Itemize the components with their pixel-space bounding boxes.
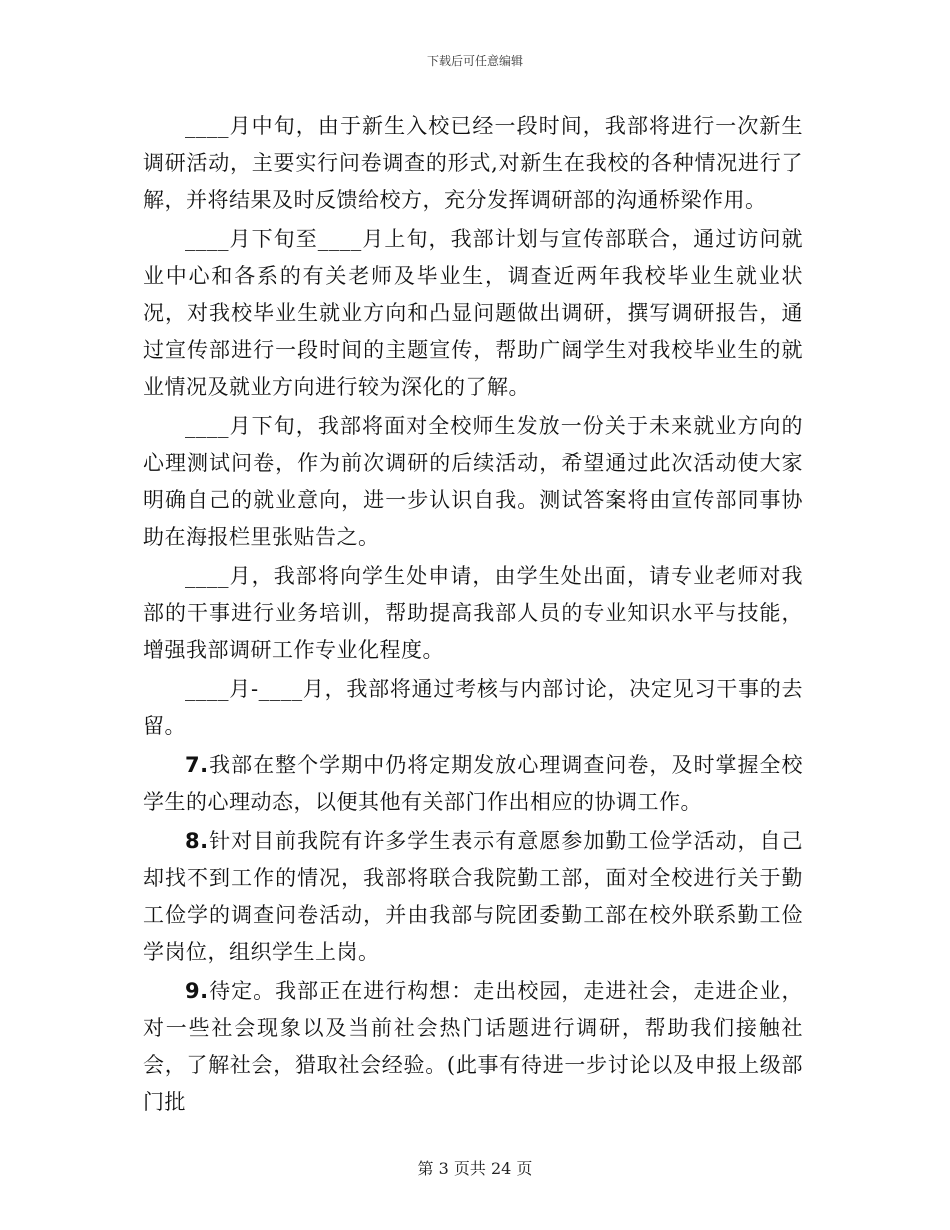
item-number: 7. [185, 753, 209, 777]
paragraph: ____月下旬，我部将面对全校师生发放一份关于未来就业方向的心理测试问卷，作为前次调研的后续活动，希望通过此次活动使大家明确自己的就业意向，进一步认识自我。测试答案将由宣传部同事协助在海报栏里张贴告之。 [143, 414, 803, 549]
numbered-item-8 [143, 823, 803, 971]
item-number: 8. [185, 829, 209, 853]
paragraph: ____月下旬至____月上旬，我部计划与宣传部联合，通过访问就业中心和各系的有关老师及毕业生，调查近两年我校毕业生就业状况，对我校毕业生就业方向和凸显问题做出调研，撰写调研报告，通过宣传部进行一段时间的主题宣传，帮助广阔学生对我校毕业生的就业情况及就业方向进行较为深化的了解。 [143, 227, 803, 399]
page-header: 下载后可任意编辑 [426, 54, 523, 68]
paragraph: ____月，我部将向学生处申请，由学生处出面，请专业老师对我部的干事进行业务培训，帮助提高我部人员的专业知识水平与技能，增强我部调研工作专业化程度。 [143, 564, 803, 662]
numbered-item-7 [143, 747, 803, 821]
item-number: 9. [185, 979, 209, 1003]
item-text: 针对目前我院有许多学生表示有意愿参加勤工俭学活动，自己却找不到工作的情况，我部将联合我院勤工部，面对全校进行关于勤工俭学的调查问卷活动，并由我部与院团委勤工部在校外联系勤工俭学岗位，组织学生上岗。 [143, 829, 803, 964]
item-text: 待定。我部正在进行构想：走出校园，走进社会，走进企业，对一些社会现象以及当前社会热门话题进行调研，帮助我们接触社会，了解社会，猎取社会经验。(此事有待进一步讨论以及申报上级部门批 [143, 979, 803, 1114]
paragraph: ____月-____月，我部将通过考核与内部讨论，决定见习干事的去留。 [143, 677, 803, 738]
numbered-item-9 [143, 973, 803, 1121]
item-text: 我部在整个学期中仍将定期发放心理调查问卷，及时掌握全校学生的心理动态，以便其他有关部门作出相应的协调工作。 [143, 753, 803, 814]
document-body [143, 108, 803, 1123]
paragraph: ____月中旬，由于新生入校已经一段时间，我部将进行一次新生调研活动，主要实行问卷调查的形式,对新生在我校的各种情况进行了解，并将结果及时反馈给校方，充分发挥调研部的沟通桥梁作用。 [143, 114, 803, 212]
page-footer: 第 3 页共 24 页 [417, 1159, 533, 1178]
